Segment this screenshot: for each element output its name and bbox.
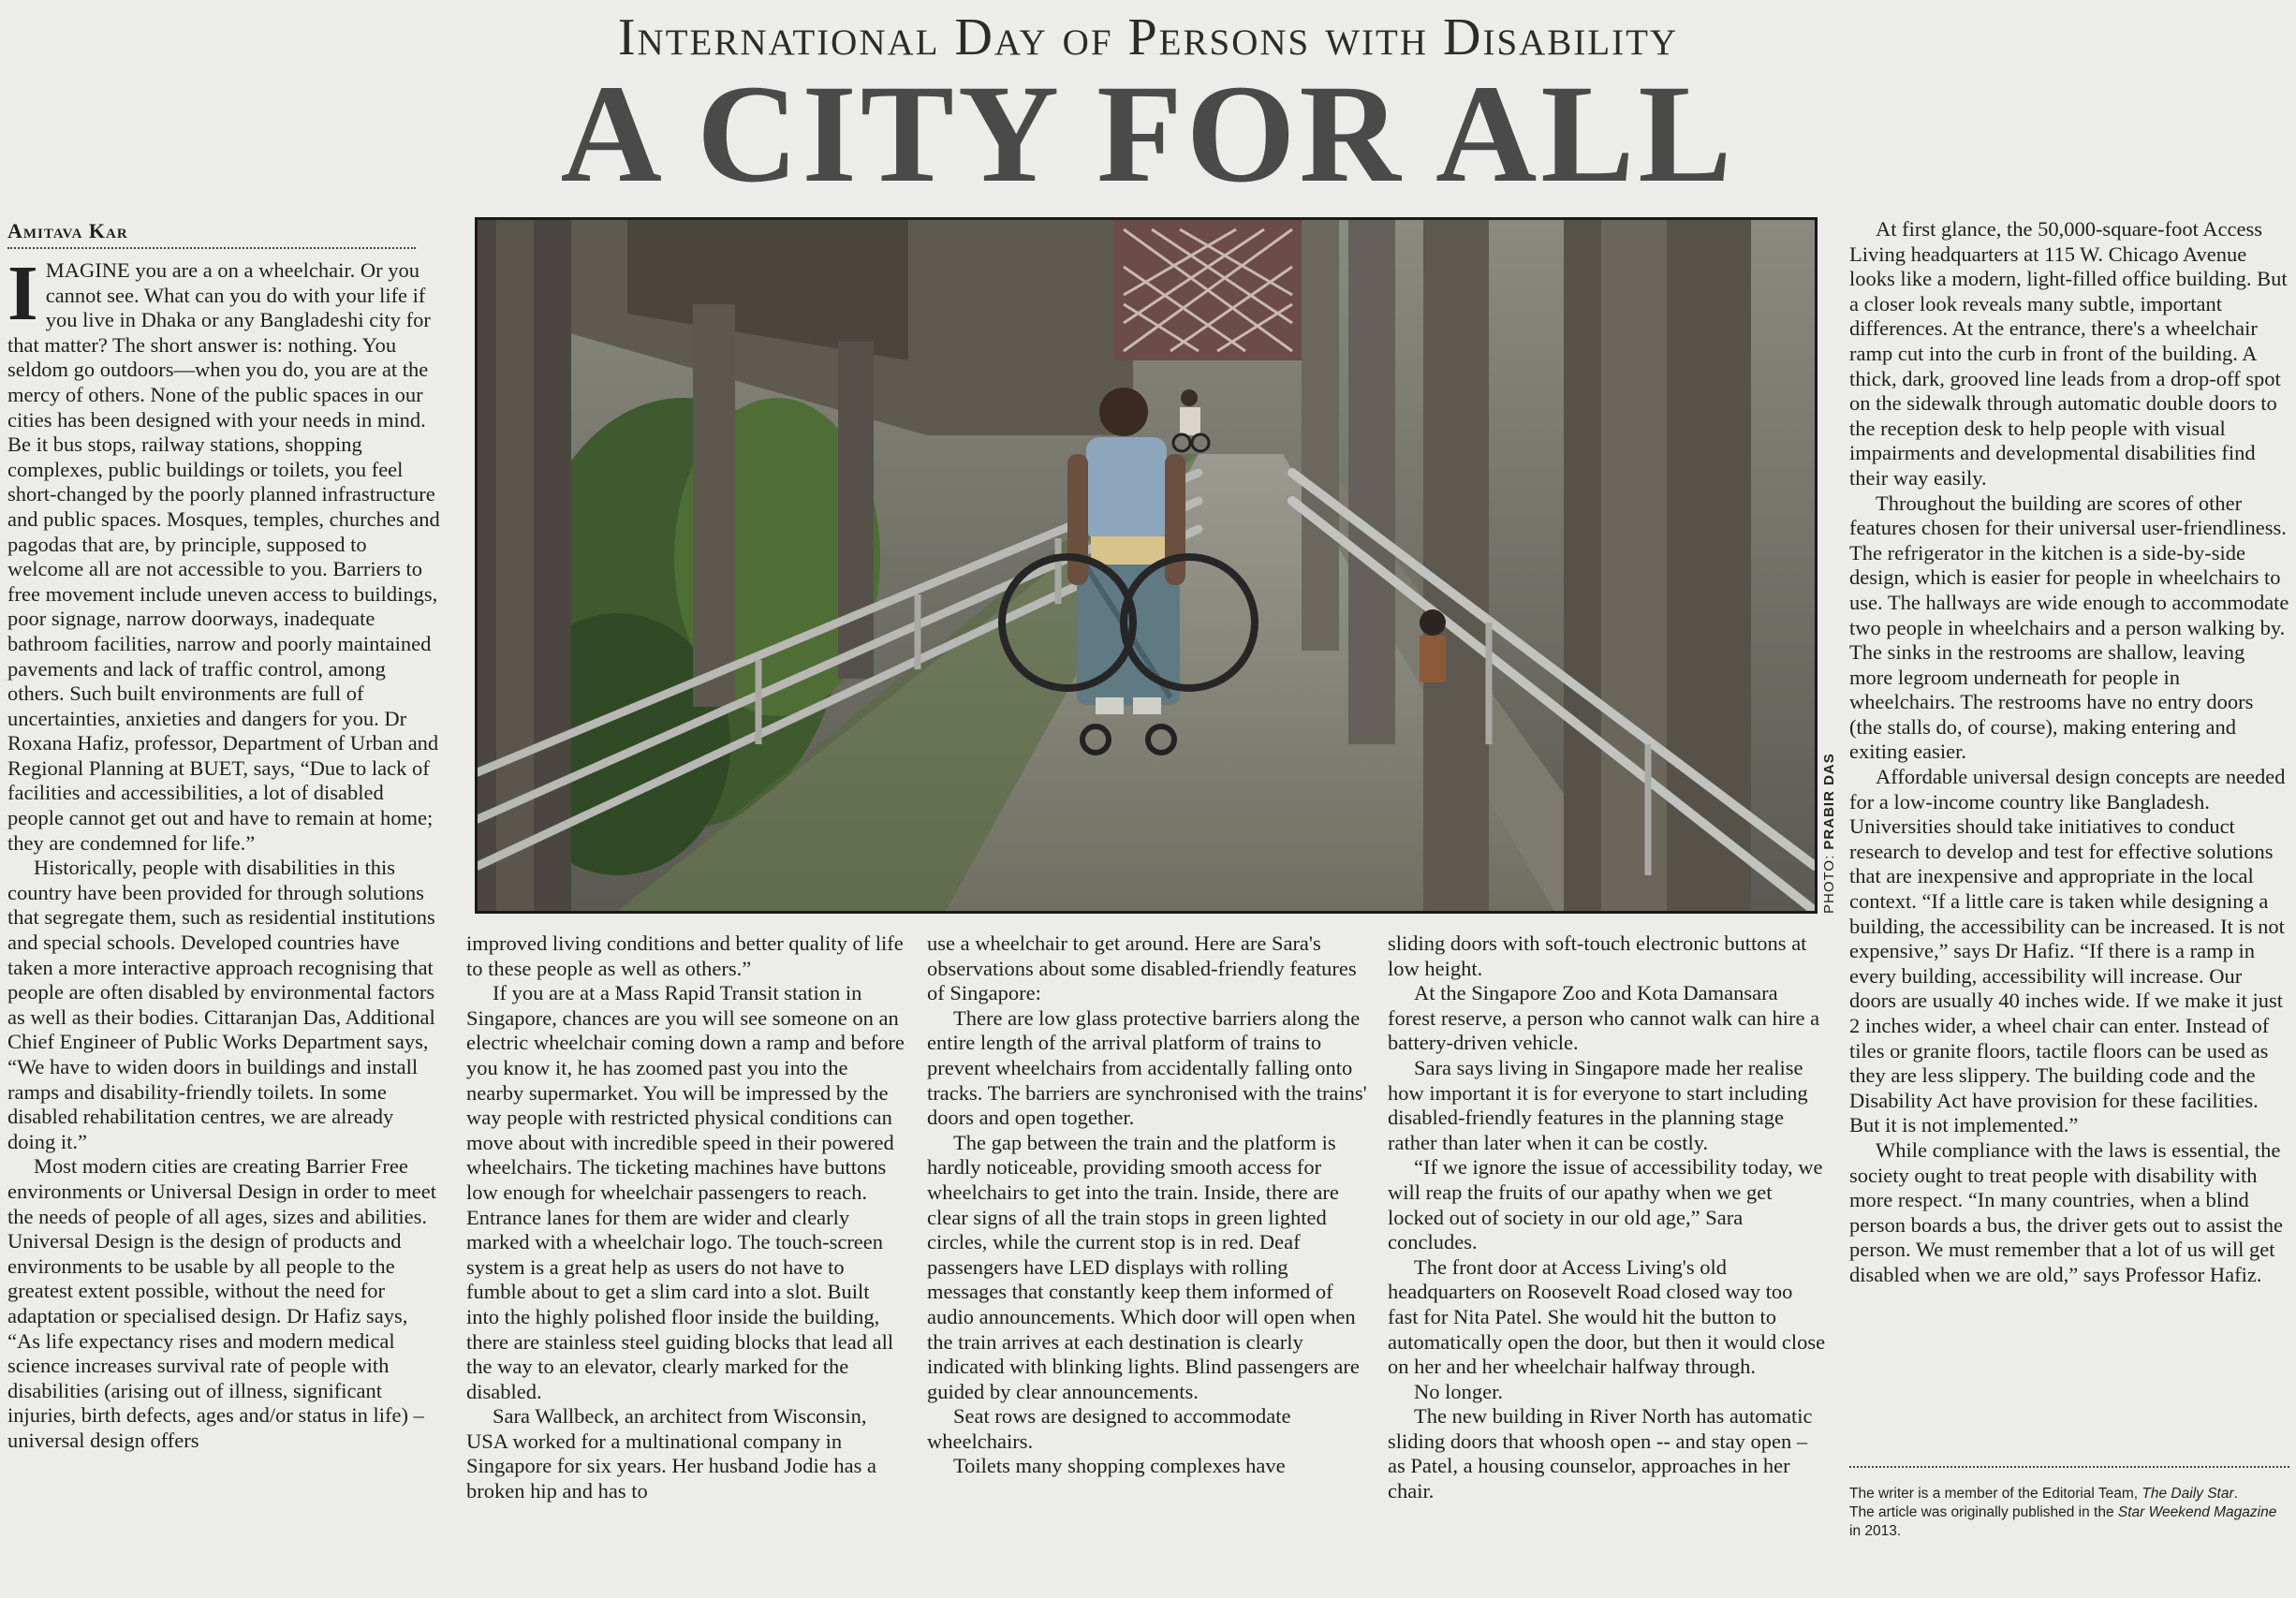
article-column-4 (1388, 931, 1828, 1568)
byline: Amitava Kar (7, 219, 416, 249)
paragraph: There are low glass protective barriers along the entire length of the arrival platform of trains to prevent wheelchairs from accidentally falling onto tracks. The barriers are synchronised with the trains' doors and open together. (927, 1005, 1367, 1130)
article-column-3 (927, 931, 1367, 1568)
paragraph: Toilets many shopping complexes have (953, 1454, 1286, 1478)
paragraph: “If we ignore the issue of accessibility today, we will reap the fruits of our apathy when we get locked out of society in our old age,” Sara concludes. (1388, 1155, 1823, 1254)
paragraph: improved living conditions and better quality of life to these people as well as others.” (466, 931, 904, 980)
photo-credit: PHOTO: PRABIR DAS (1821, 753, 1837, 914)
paragraph: At first glance, the 50,000-square-foot Access Living headquarters at 115 W. Chicago Avenue looks like a modern, light-filled office building. But a closer look reveals many subtle, important differences. At the entrance, there's a wheelchair ramp cut into the curb in front of the building. A thick, dark, grooved line leads from a drop-off spot on the sidewalk through automatic double doors to the reception desk to help people with visual impairments and developmental disabilities find their way easily. (1849, 217, 2288, 490)
footnote-line: The article was originally published in the Star Weekend Magazine in 2013. (1849, 1504, 2277, 1539)
paragraph: Throughout the building are scores of other features chosen for their universal user-friendliness. The refrigerator in the kitchen is a side-by-side design, which is easier for people in wheelchairs to use. The hallways are wide enough to accommodate two people in wheelchairs and a person walking by. The sinks in the restrooms are shallow, leaving more legroom underneath for people in wheelchairs. The restrooms have no entry doors (the stalls do, of course), making entering and exiting easier. (1849, 491, 2289, 764)
wheelchair-ramp-photo (478, 220, 1815, 911)
footnote-line: The writer is a member of the Editorial Team, The Daily Star. (1849, 1486, 2238, 1502)
masthead (0, 0, 2296, 215)
paragraph: Sara says living in Singapore made her realise how important it is for everyone to start including disabled-friendly features in the planning stage rather than later when it can be costly. (1388, 1055, 1808, 1154)
paragraph: Historically, people with disabilities in this country have been provided for through solutions that segregate them, such as residential institutions and special schools. Developed countries have taken a more interactive approach recognising that people are often disabled by environmental factors as well as their bodies. Cittaranjan Das, Additional Chief Engineer of Public Works Department says, “We have to widen doors in buildings and install ramps and disability-friendly toilets. In some disabled rehabilitation centres, we are already doing it.” (7, 856, 435, 1153)
paragraph: Affordable universal design concepts are needed for a low-income country like Bangladesh. Universities should take initiatives to conduct research to develop and test for effective solutions that are inexpensive and appropriate in the local context. “If a little care is taken while designing a building, the accessibility can be increased. It is not expensive,” says Dr Hafiz. “If there is a ramp in every building, accessibility will increase. Our doors are usually 40 inches wide. If we make it just 2 inches wider, a wheel chair can enter. Instead of tiles or granite floors, tactile floors can be used as they are less slippery. The building code and the Disability Act have provision for these facilities. But it is not implemented.” (1849, 765, 2286, 1137)
paragraph: The new building in River North has automatic sliding doors that whoosh open -- and stay open – as Patel, a housing counselor, approaches in her chair. (1388, 1404, 1813, 1503)
paragraph: IMAGINE you are a on a wheelchair. Or you cannot see. What can you do with your life if you live in Dhaka or any Bangladeshi city for that matter? The short answer is: nothing. You seldom go outdoors—when you do, you are at the mercy of others. None of the public spaces in our cities has been designed with your needs in mind. Be it bus stops, railway stations, shopping complexes, public buildings or toilets, you feel short-changed by the poorly planned infrastructure and public spaces. Mosques, temples, churches and pagodas that are, by principle, supposed to welcome all are not accessible to you. Barriers to free movement include uneven access to buildings, poor signage, narrow doorways, inadequate bathroom facilities, narrow and poorly maintained pavements and lack of traffic control, among others. Such built environments are full of uncertainties, anxieties and dangers for you. Dr Roxana Hafiz, professor, Department of Urban and Regional Planning at BUET, says, “Due to lack of facilities and accessibilities, a lot of disabled people cannot get out and have to remain at home; they are condemned for life.” (7, 250, 440, 855)
article-column-1 (7, 250, 442, 1564)
author-footnote (1849, 1466, 2289, 1541)
paragraph: If you are at a Mass Rapid Transit station in Singapore, chances are you will see someone on an electric wheelchair coming down a ramp and before you know it, he has zoomed past you into the nearby supermarket. You will be impressed by the way people with restricted physical conditions can move about with incredible speed in their powered wheelchairs. The ticketing machines have buttons low enough for wheelchair passengers to reach. Entrance lanes for them are wider and clearly marked with a wheelchair logo. The touch-screen system is a great help as users do not have to fumble about to get a slim card into a slot. Built into the highly polished floor inside the building, there are stainless steel guiding blocks that lead all the way to an elevator, clearly marked for the disabled. (466, 981, 905, 1403)
paragraph: Seat rows are designed to accommodate wheelchairs. (927, 1404, 1291, 1453)
paragraph: Most modern cities are creating Barrier Free environments or Universal Design in order to meet the needs of people of all ages, sizes and abilities. Universal Design is the design of products and environments to be usable by all people to the greatest extent possible, without the need for adaptation or specialised design. Dr Hafiz says, “As life expectancy rises and modern medical science increases survival rate of people with disabilities (arising out of illness, significant injuries, birth defects, ages and/or status in life) – universal design offers (7, 1154, 437, 1452)
paragraph: While compliance with the laws is essential, the society ought to treat people with disability with more respect. “In many countries, when a blind person boards a bus, the driver gets out to assist the person. We must remember that a lot of us will get disabled when we are old,” says Professor Hafiz. (1849, 1137, 2284, 1286)
article-column-2 (466, 931, 906, 1568)
headline: A CITY FOR ALL (560, 56, 1736, 212)
paragraph: use a wheelchair to get around. Here are Sara's observations about some disabled-friendly features of Singapore: (927, 931, 1357, 1005)
drop-cap: I (7, 250, 38, 337)
kicker: International Day of Persons with Disability (617, 8, 1679, 66)
article-photo (475, 217, 1818, 914)
paragraph: The gap between the train and the platform is hardly noticeable, providing smooth access for wheelchairs to get into the train. Inside, there are clear signs of all the train stops in green lighted circles, while the current stop is in red. Deaf passengers have LED displays with rolling messages that constantly keep them informed of audio announcements. Which door will open when the train arrives at each destination is clearly indicated with blinking lights. Blind passengers are guided by clear announcements. (927, 1130, 1360, 1403)
paragraph: At the Singapore Zoo and Kota Damansara forest reserve, a person who cannot walk can hire a battery-driven vehicle. (1388, 981, 1820, 1055)
paragraph: Sara Wallbeck, an architect from Wisconsin, USA worked for a multinational company in Singapore for six years. Her husband Jodie has a broken hip and has to (466, 1404, 877, 1503)
article-column-5 (1849, 217, 2289, 1462)
paragraph: sliding doors with soft-touch electronic buttons at low height. (1388, 931, 1807, 980)
paragraph: The front door at Access Living's old headquarters on Roosevelt Road closed way too fast for Nita Patel. She would hit the button to automatically open the door, but then it would close on her and her wheelchair halfway through. (1388, 1254, 1826, 1379)
paragraph: No longer. (1414, 1379, 1503, 1403)
